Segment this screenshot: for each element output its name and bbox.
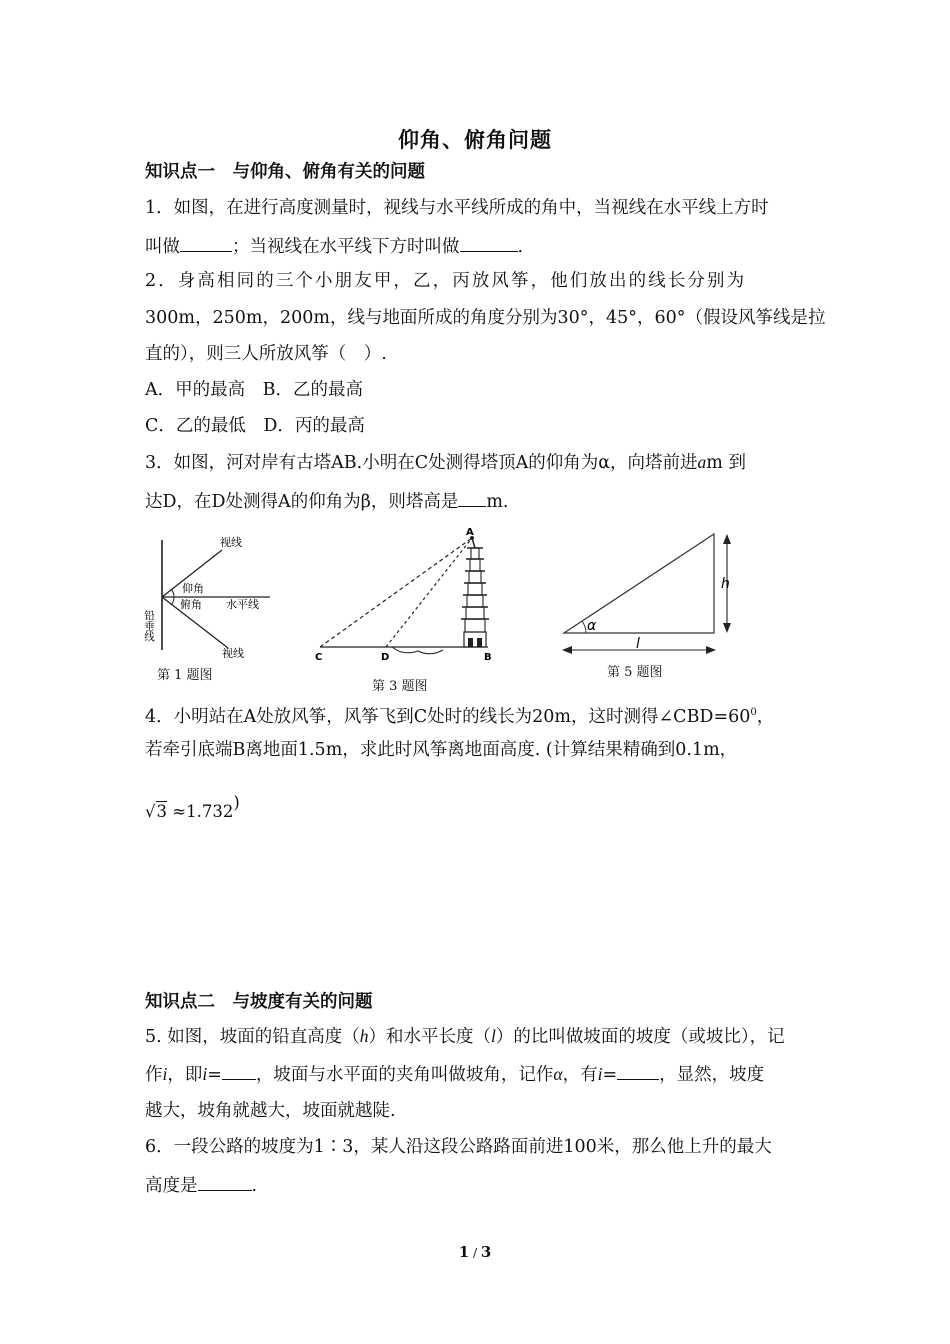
- question-2-option-cd: C．乙的最低 D．丙的最高: [145, 416, 365, 436]
- sqrt-symbol: √: [145, 802, 156, 821]
- sight-line-from-c: [320, 538, 472, 647]
- q6-text-a: 高度是: [145, 1176, 198, 1196]
- arrowhead-left: [562, 646, 572, 654]
- question-2-option-ab: A．甲的最高 B．乙的最高: [145, 380, 363, 400]
- label-a: A: [466, 527, 474, 538]
- q3-var-a: a: [697, 452, 707, 472]
- question-2-line-1: 2．身高相同的三个小朋友甲，乙，丙放风筝，他们放出的线长分别为: [145, 271, 747, 291]
- answer-blank: [458, 488, 486, 507]
- q5-var-i: i: [162, 1064, 168, 1084]
- river: [392, 647, 443, 654]
- q3-text-b: m 到: [706, 453, 746, 473]
- q3-text-c: 达D，在D处测得A的仰角为β，则塔高是: [145, 492, 459, 512]
- q5-text-c: ）的比叫做坡面的坡度（或坡比），记: [495, 1027, 785, 1047]
- figure-3-diagram: [308, 524, 508, 669]
- question-2-line-2: 300m，250m，200m，线与地面所成的角度分别为30°，45°，60°（假设风筝线是拉: [145, 308, 826, 328]
- answer-blank: [617, 1061, 659, 1080]
- arrowhead-up: [723, 534, 731, 544]
- question-5-line-2: [145, 1061, 764, 1087]
- figure-1-diagram: [140, 530, 280, 665]
- close-paren: ): [233, 793, 240, 812]
- question-2-line-3: 直的），则三人所放风筝（ ）.: [145, 344, 387, 364]
- label-h: h: [721, 576, 730, 592]
- page-separator: /: [469, 1246, 481, 1260]
- total-pages: 3: [480, 1243, 492, 1261]
- q1-text-b: ；当视线在水平线下方时叫做: [232, 237, 460, 257]
- page-title: 仰角、俯角问题: [398, 127, 552, 152]
- figure-1-caption: 第 1 题图: [157, 668, 213, 683]
- figure-5-caption: 第 5 题图: [607, 665, 663, 680]
- answer-blank: [460, 233, 518, 252]
- arrowhead-right: [706, 646, 716, 654]
- q1-text-a: 叫做: [145, 237, 180, 257]
- label-horizontal: 水平线: [226, 598, 259, 611]
- label-c: C: [315, 652, 323, 663]
- section-heading-2: 知识点二 与坡度有关的问题: [145, 992, 373, 1012]
- q5-text-g: ，坡面与水平面的夹角叫做坡角，记作: [255, 1065, 554, 1085]
- elevation-arc: [171, 589, 174, 597]
- answer-blank: [180, 233, 232, 252]
- question-5-line-3: 越大，坡角就越大，坡面就越陡.: [145, 1101, 396, 1121]
- question-1-line-1: 1．如图，在进行高度测量时，视线与水平线所成的角中，当视线在水平线上方时: [145, 198, 769, 218]
- question-5-line-1: [145, 1024, 785, 1049]
- section-heading-1: 知识点一 与仰角、俯角有关的问题: [145, 162, 425, 182]
- q4-superscript: 0: [750, 707, 757, 718]
- label-d: D: [381, 652, 390, 663]
- question-4-line-2: 若牵引底端B离地面1.5m，求此时风筝离地面高度. (计算结果精确到0.1m，: [145, 740, 738, 760]
- label-l: l: [636, 636, 640, 652]
- page-number: [0, 1243, 950, 1261]
- q3-text-d: m.: [486, 492, 509, 512]
- label-elevation: 仰角: [182, 582, 204, 595]
- label-sight-up: 视线: [220, 536, 242, 549]
- q5-var-i: i: [202, 1064, 208, 1084]
- question-3-line-2: [145, 488, 509, 514]
- sight-line-from-d: [386, 538, 472, 647]
- figure-5-diagram: [560, 526, 745, 666]
- current-page: 1: [458, 1243, 470, 1261]
- depression-arc: [171, 597, 174, 605]
- question-4-line-3: [145, 793, 240, 824]
- question-3-line-1: [145, 450, 746, 475]
- q3-text-a: 3．如图，河对岸有古塔AB.小明在C处测得塔顶A的仰角为α，向塔前进: [145, 453, 698, 473]
- question-6-line-2: [145, 1172, 257, 1198]
- question-1-line-2: [145, 233, 523, 259]
- q5-text-e: ，即: [167, 1065, 203, 1085]
- question-4-line-1: [145, 701, 774, 729]
- q5-var-h: h: [359, 1026, 369, 1046]
- q5-text-a: 5. 如图，坡面的铅直高度（: [145, 1027, 360, 1047]
- angle-arc: [582, 621, 586, 633]
- q5-text-j: ，显然，坡度: [659, 1065, 765, 1085]
- question-6-line-1: 6．一段公路的坡度为1∶3，某人沿这段公路路面前进100米，那么他上升的最大: [145, 1137, 772, 1157]
- answer-blank: [198, 1172, 252, 1191]
- answer-blank: [222, 1061, 256, 1080]
- q5-text-b: ）和水平长度（: [368, 1027, 492, 1047]
- figure-3-caption: 第 3 题图: [372, 679, 428, 694]
- q5-text-d: 作: [145, 1065, 163, 1085]
- approx-value: ≈1.732: [172, 802, 234, 821]
- arrowhead-down: [723, 623, 731, 633]
- label-alpha: α: [587, 618, 597, 634]
- pagoda: [461, 536, 489, 647]
- q5-var-i: i: [597, 1064, 603, 1084]
- q1-text-c: .: [517, 237, 524, 257]
- q6-text-b: .: [251, 1176, 258, 1196]
- label-b: B: [484, 652, 492, 663]
- q5-text-h: ，有: [562, 1065, 598, 1085]
- label-depression: 俯角: [180, 598, 202, 611]
- q4-text-b: ，: [756, 706, 775, 727]
- q5-var-l: l: [491, 1026, 496, 1046]
- label-plumb: 铅垂线: [143, 610, 155, 642]
- q5-text-i: =: [602, 1065, 618, 1085]
- label-sight-down: 视线: [222, 647, 244, 660]
- q5-var-alpha: α: [553, 1064, 563, 1084]
- q4-text-a: 4．小明站在A处放风筝，风筝飞到C处时的线长为20m，这时测得∠CBD=60: [145, 706, 751, 727]
- q5-text-f: =: [207, 1065, 222, 1085]
- sqrt-number: 3: [156, 802, 168, 821]
